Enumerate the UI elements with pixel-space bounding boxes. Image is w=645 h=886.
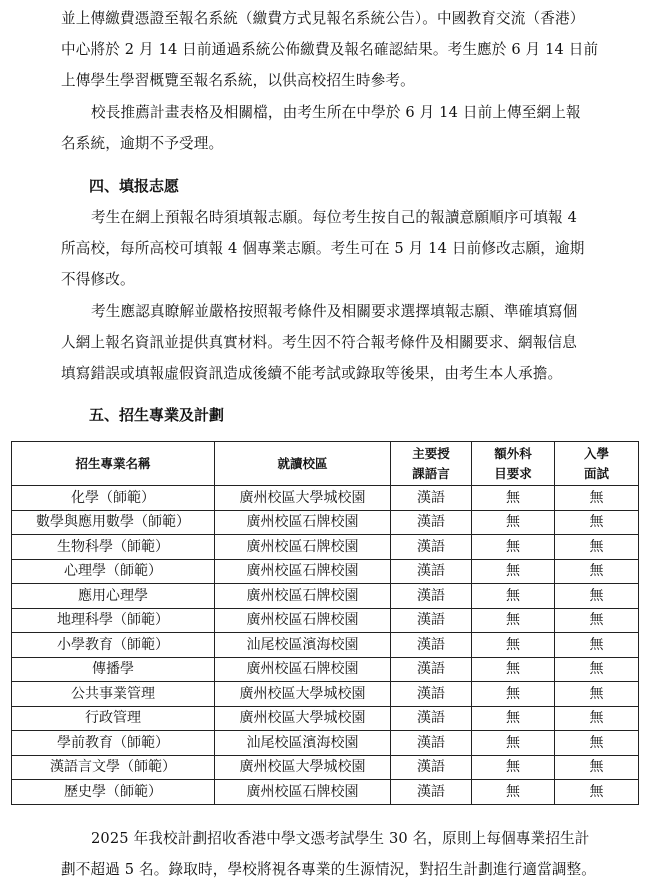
table-row	[12, 657, 639, 682]
cell-extra: 無	[472, 559, 555, 584]
cell-language: 漢語	[391, 682, 472, 707]
header-interview-line2: 面試	[583, 465, 609, 481]
table-row	[12, 682, 639, 707]
cell-interview: 無	[555, 657, 639, 682]
cell-campus: 廣州校區石牌校園	[215, 780, 391, 805]
paragraph-line: 上傳學生學習概覽至報名系統，以供高校招生時參考。	[61, 72, 415, 89]
cell-campus: 廣州校區大學城校園	[215, 682, 391, 707]
cell-language: 漢語	[391, 780, 472, 805]
cell-language: 漢語	[391, 510, 472, 535]
cell-major: 應用心理學	[12, 584, 215, 609]
cell-language: 漢語	[391, 559, 472, 584]
paragraph-line: 所高校，每所高校可填報 4 個專業志願。考生可在 5 月 14 日前修改志願，逾期	[61, 240, 585, 257]
paragraph-line: 並上傳繳費憑證至報名系統（繳費方式見報名系統公告）。中國教育交流（香港）	[61, 10, 585, 27]
paragraph-line: 不得修改。	[61, 271, 135, 288]
header-campus: 就讀校區	[215, 442, 391, 486]
paragraph-line: 考生在網上預報名時須填報志願。每位考生按自己的報讀意願順序可填報 4	[91, 209, 578, 226]
cell-language: 漢語	[391, 706, 472, 731]
paragraph-line: 人網上報名資訊並提供真實材料。考生因不符合報考條件及相關要求、網報信息	[61, 334, 578, 351]
header-interview	[555, 442, 639, 486]
cell-campus: 廣州校區石牌校園	[215, 657, 391, 682]
table-row	[12, 780, 639, 805]
cell-major: 傳播學	[12, 657, 215, 682]
cell-campus: 汕尾校區濱海校園	[215, 633, 391, 658]
cell-campus: 廣州校區石牌校園	[215, 510, 391, 535]
cell-major: 學前教育（師範）	[12, 731, 215, 756]
cell-major: 化學（師範）	[12, 486, 215, 511]
table-row	[12, 559, 639, 584]
cell-extra: 無	[472, 633, 555, 658]
cell-interview: 無	[555, 633, 639, 658]
cell-campus: 廣州校區大學城校園	[215, 755, 391, 780]
table-row	[12, 486, 639, 511]
cell-interview: 無	[555, 608, 639, 633]
header-interview-line1: 入學	[583, 445, 609, 461]
cell-interview: 無	[555, 682, 639, 707]
paragraph-line: 名系統，逾期不予受理。	[61, 135, 224, 152]
cell-extra: 無	[472, 682, 555, 707]
cell-major: 小學教育（師範）	[12, 633, 215, 658]
table-row	[12, 706, 639, 731]
paragraph-line: 劃不超過 5 名。錄取時，學校將視各專業的生源情況，對招生計劃進行適當調整。	[61, 861, 597, 878]
cell-campus: 廣州校區石牌校園	[215, 535, 391, 560]
cell-extra: 無	[472, 584, 555, 609]
header-extra-requirement	[472, 442, 555, 486]
cell-language: 漢語	[391, 731, 472, 756]
header-language-line1: 主要授	[412, 445, 450, 461]
header-language-line2: 課語言	[412, 465, 450, 481]
header-language	[391, 442, 472, 486]
cell-campus: 廣州校區石牌校園	[215, 584, 391, 609]
cell-interview: 無	[555, 486, 639, 511]
cell-extra: 無	[472, 657, 555, 682]
paragraph-line: 中心將於 2 月 14 日前通過系統公佈繳費及報名確認結果。考生應於 6 月 14 日前	[61, 41, 599, 58]
cell-extra: 無	[472, 706, 555, 731]
cell-interview: 無	[555, 706, 639, 731]
cell-language: 漢語	[391, 608, 472, 633]
cell-major: 地理科學（師範）	[12, 608, 215, 633]
cell-interview: 無	[555, 510, 639, 535]
cell-interview: 無	[555, 731, 639, 756]
cell-extra: 無	[472, 535, 555, 560]
cell-major: 生物科學（師範）	[12, 535, 215, 560]
cell-language: 漢語	[391, 755, 472, 780]
paragraph-line: 校長推薦計畫表格及相關檔，由考生所在中學於 6 月 14 日前上傳至網上報	[91, 104, 581, 121]
cell-major: 行政管理	[12, 706, 215, 731]
table-row	[12, 510, 639, 535]
cell-campus: 汕尾校區濱海校園	[215, 731, 391, 756]
cell-interview: 無	[555, 584, 639, 609]
table-row	[12, 535, 639, 560]
cell-extra: 無	[472, 486, 555, 511]
section-heading-4: 四、填报志愿	[89, 177, 180, 195]
cell-extra: 無	[472, 608, 555, 633]
cell-extra: 無	[472, 755, 555, 780]
table-row	[12, 608, 639, 633]
majors-table	[11, 441, 639, 805]
cell-major: 漢語言文學（師範）	[12, 755, 215, 780]
cell-extra: 無	[472, 731, 555, 756]
table-header-row	[12, 442, 639, 486]
cell-language: 漢語	[391, 657, 472, 682]
cell-language: 漢語	[391, 535, 472, 560]
cell-campus: 廣州校區石牌校園	[215, 608, 391, 633]
cell-major: 歷史學（師範）	[12, 780, 215, 805]
table-row	[12, 584, 639, 609]
header-extra-line1: 額外科	[494, 445, 532, 461]
cell-campus: 廣州校區石牌校園	[215, 559, 391, 584]
header-extra-line2: 目要求	[494, 465, 532, 481]
paragraph-line: 2025 年我校計劃招收香港中學文憑考試學生 30 名，原則上每個專業招生計	[91, 830, 590, 847]
cell-major: 公共事業管理	[12, 682, 215, 707]
paragraph-line: 填寫錯誤或填報虛假資訊造成後續不能考試或錄取等後果，由考生本人承擔。	[61, 365, 563, 382]
cell-language: 漢語	[391, 633, 472, 658]
cell-interview: 無	[555, 780, 639, 805]
table-row	[12, 731, 639, 756]
cell-interview: 無	[555, 559, 639, 584]
table-row	[12, 633, 639, 658]
cell-interview: 無	[555, 535, 639, 560]
cell-major: 數學與應用數學（師範）	[12, 510, 215, 535]
cell-language: 漢語	[391, 486, 472, 511]
cell-major: 心理學（師範）	[12, 559, 215, 584]
cell-interview: 無	[555, 755, 639, 780]
table-row	[12, 755, 639, 780]
paragraph-line: 考生應認真瞭解並嚴格按照報考條件及相關要求選擇填報志願、準確填寫個	[91, 303, 578, 320]
cell-extra: 無	[472, 780, 555, 805]
cell-extra: 無	[472, 510, 555, 535]
cell-campus: 廣州校區大學城校園	[215, 486, 391, 511]
cell-language: 漢語	[391, 584, 472, 609]
header-major: 招生專業名稱	[12, 442, 215, 486]
section-heading-5: 五、招生專業及計劃	[89, 406, 225, 424]
cell-campus: 廣州校區大學城校園	[215, 706, 391, 731]
